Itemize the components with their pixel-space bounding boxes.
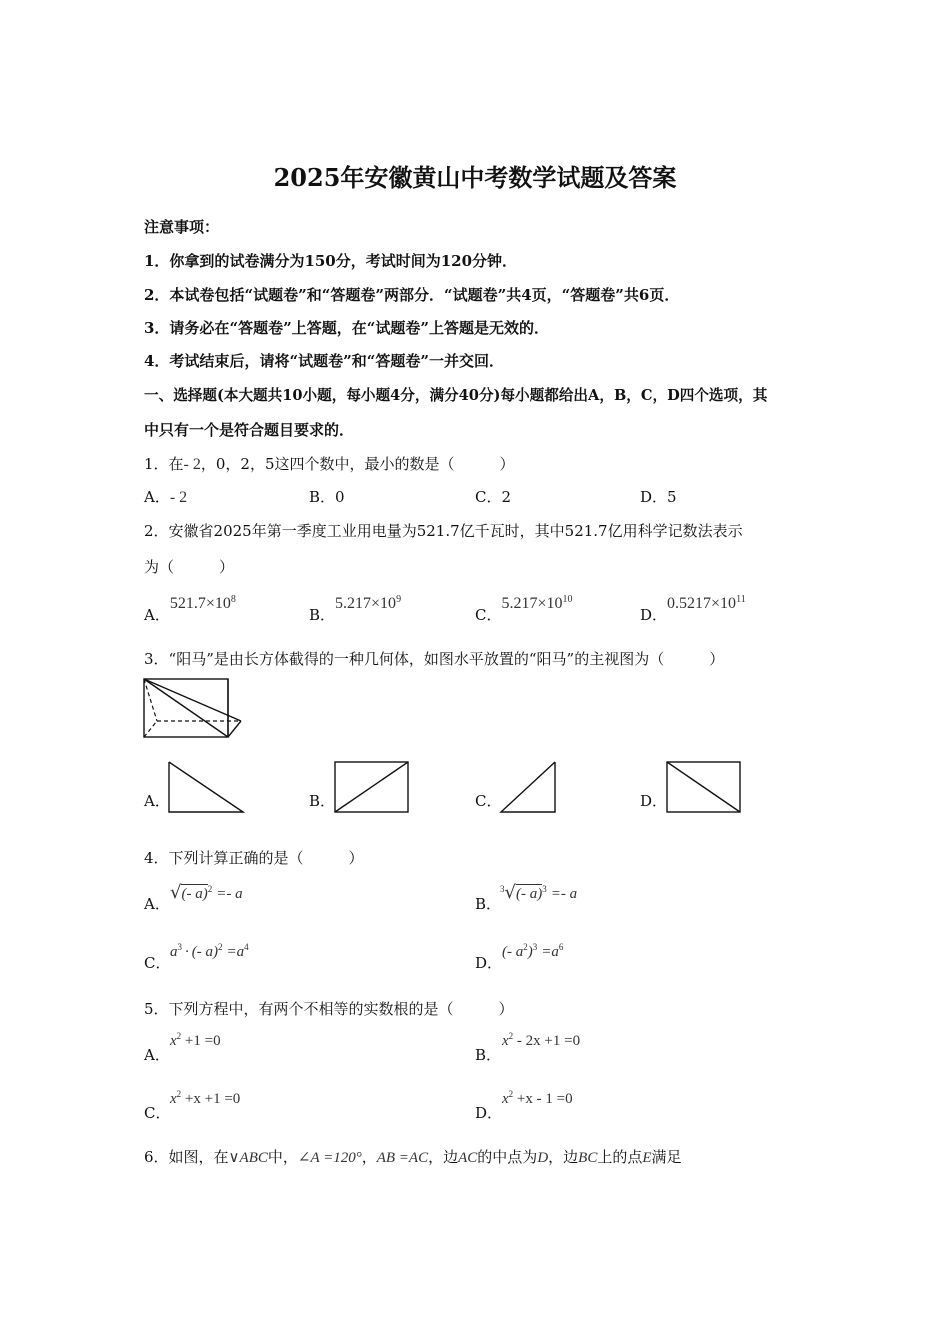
question-3-stem: 3．“阳马”是由长方体截得的一种几何体，如图水平放置的“阳马”的主视图为（ ） xyxy=(144,650,725,668)
question-1-number: - 2 xyxy=(183,456,201,473)
question-1-option-d: D．5 xyxy=(640,488,677,506)
notice-item-3: 3．请务必在“答题卷”上答题，在“试题卷”上答题是无效的． xyxy=(144,319,549,337)
question-3-option-c-label: C． xyxy=(475,792,502,810)
notice-heading: 注意事项： xyxy=(144,218,220,236)
section-heading-line1: 一、选择题(本大题共10小题，每小题4分，满分40分)每小题都给出A，B，C，D四个选项，其 xyxy=(144,387,768,404)
yangma-side-edge xyxy=(228,721,241,737)
question-2-option-d: D．$0.5217\times 10^{11}$ xyxy=(640,594,746,624)
question-4-option-d-expr: (- $a^2)^3 =a^6$ xyxy=(502,942,564,960)
notice-item-2: 2．本试卷包括“试题卷”和“答题卷”两部分．“试题卷”共4页，“答题卷”共6页． xyxy=(144,286,680,304)
question-4-option-b-label: B． xyxy=(475,895,502,913)
question-3-option-d-figure xyxy=(665,760,743,814)
question-2-option-a: A．$521.7\times 10^8$ xyxy=(144,594,236,624)
question-3-option-a-figure xyxy=(167,760,245,814)
yangma-hidden-edge-3 xyxy=(144,679,157,721)
yangma-solid-figure xyxy=(143,677,245,741)
question-4-option-a-label: A． xyxy=(144,895,170,913)
question-4-option-d-label: D． xyxy=(475,954,503,972)
question-4-option-a-expr: √(- a)$^2$ =- a xyxy=(170,882,243,903)
section-heading-line2: 中只有一个是符合题目要求的． xyxy=(144,421,355,439)
question-3-option-b-label: B． xyxy=(309,792,336,810)
question-2-option-c: C．$5.217\times 10^{10}$ xyxy=(475,594,573,624)
question-4-stem: 4．下列计算正确的是（ ） xyxy=(144,849,364,867)
question-5-option-a-expr: $x^2 +1 =0$ xyxy=(170,1031,221,1049)
yangma-top-edge xyxy=(144,679,241,721)
question-1-option-b: B．0 xyxy=(309,488,345,506)
question-2-option-b: B．$5.217\times 10^9$ xyxy=(309,594,402,624)
notice-item-1: 1．你拿到的试卷满分为150分，考试时间为120分钟． xyxy=(144,252,518,270)
page-title: 2025年安徽黄山中考数学试题及答案 xyxy=(273,163,677,192)
question-3-option-b-figure xyxy=(333,760,411,814)
question-6-stem: 6．如图，在∨ABC中，∠A =120°，AB =AC，边AC的中点为D，边BC上的点E满足 xyxy=(144,1148,682,1166)
question-5-option-c-expr: $x^2 +x +1 =0$ xyxy=(170,1089,241,1107)
question-5-option-a-label: A． xyxy=(144,1046,170,1064)
question-5-option-d-expr: $x^2 +x - 1 =0$ xyxy=(502,1089,573,1107)
question-5-option-b-label: B． xyxy=(475,1046,502,1064)
question-3-option-d-label: D． xyxy=(640,792,668,810)
question-3-option-a-label: A． xyxy=(144,792,170,810)
question-4-option-b-expr: $^3$√(- a)$^3$ =- a xyxy=(500,882,578,903)
question-4-option-c-label: C． xyxy=(144,954,171,972)
question-1-option-a: A．- 2 xyxy=(144,488,188,506)
question-1-stem: 1．在- 2，0，2，5这四个数中，最小的数是（ ） xyxy=(144,455,515,473)
yangma-hidden-edge-1 xyxy=(144,721,157,737)
question-5-stem: 5．下列方程中，有两个不相等的实数根的是（ ） xyxy=(144,1000,514,1018)
question-5-option-b-expr: $x^2 - 2x +1 =0$ xyxy=(502,1031,581,1049)
question-5-option-d-label: D． xyxy=(475,1104,503,1122)
question-2-stem-line1: 2．安徽省2025年第一季度工业用电量为521.7亿千瓦时，其中521.7亿用科学记数法表示 xyxy=(144,522,743,540)
question-3-option-c-figure xyxy=(499,760,559,814)
question-2-stem-line2: 为（ ） xyxy=(144,558,235,576)
yangma-diagonal-edge xyxy=(144,679,228,737)
question-5-option-c-label: C． xyxy=(144,1104,171,1122)
notice-item-4: 4．考试结束后，请将“试题卷”和“答题卷”一并交回． xyxy=(144,352,504,370)
question-4-option-c-expr: $a^3$ · (- $a)^2 =a^4$ xyxy=(170,942,249,960)
question-1-option-c: C．2 xyxy=(475,488,512,506)
